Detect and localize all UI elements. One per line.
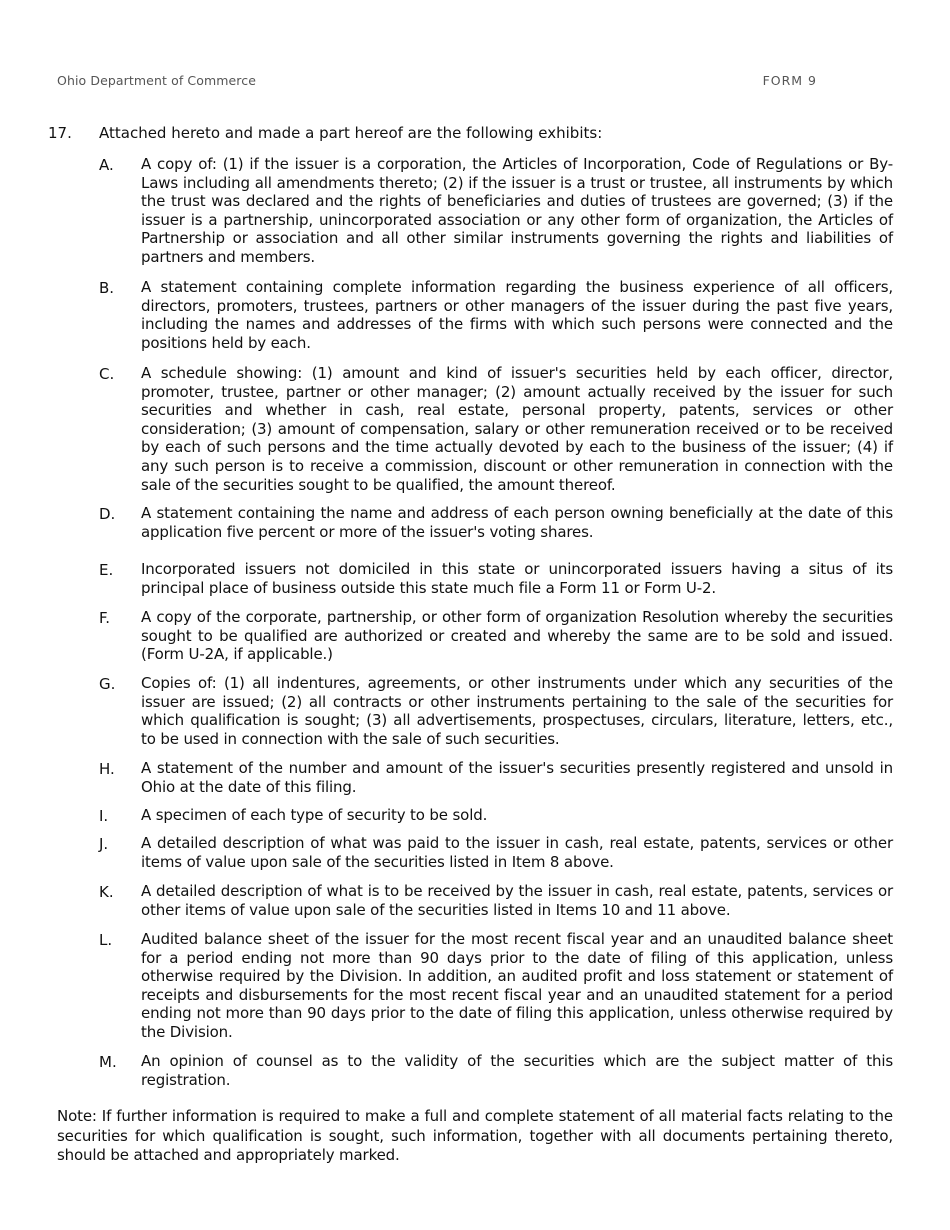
exhibit-j xyxy=(99,834,893,871)
exhibit-letter: G. xyxy=(99,675,116,693)
exhibit-text: A statement of the number and amount of the issuer's securities presently registered and unsold in Ohio at the date of this filing. xyxy=(141,759,893,796)
exhibit-letter: K. xyxy=(99,883,114,901)
exhibit-text: A copy of: (1) if the issuer is a corporation, the Articles of Incorporation, Code of Regulations or By-Laws including all amendments thereto; (2) if the issuer is a trust or trustee, all instruments by which the trust was declared and the rights of beneficiaries and duties of trustees are governed; (3) if the issuer is a partnership, unincorporated association or any other form of organization, the Articles of Partnership or association and all other similar instruments governing the rights and liabilities of partners and members. xyxy=(141,155,893,266)
exhibit-letter: L. xyxy=(99,931,113,949)
exhibit-letter: H. xyxy=(99,760,115,778)
exhibit-letter: M. xyxy=(99,1053,117,1071)
exhibit-text: A detailed description of what is to be received by the issuer in cash, real estate, patents, services or other items of value upon sale of the securities listed in Items 10 and 11 above. xyxy=(141,882,893,919)
exhibit-i xyxy=(99,806,893,825)
section-intro: Attached hereto and made a part hereof are the following exhibits: xyxy=(99,124,603,142)
exhibit-text: A detailed description of what was paid to the issuer in cash, real estate, patents, services or other items of value upon sale of the securities listed in Item 8 above. xyxy=(141,834,893,871)
exhibit-letter: A. xyxy=(99,156,114,174)
section-number: 17. xyxy=(48,124,72,142)
page-header xyxy=(57,73,817,91)
exhibit-l xyxy=(99,930,893,1042)
exhibit-text: Audited balance sheet of the issuer for the most recent fiscal year and an unaudited balance sheet for a period ending not more than 90 days prior to the date of filing of this application, unless otherwise required by the Division. In addition, an audited profit and loss statement or statement of receipts and disbursements for the most recent fiscal year and an unaudited statement for a period ending not more than 90 days prior to the date of filing this application, unless otherwise required by the Division. xyxy=(141,930,893,1041)
exhibit-letter: J. xyxy=(99,835,109,853)
exhibit-text: A copy of the corporate, partnership, or other form of organization Resolution whereby the securities sought to be qualified are authorized or created and whereby the same are to be sold and issued. (Form U-2A, if applicable.) xyxy=(141,608,893,664)
note-paragraph: Note: If further information is required to make a full and complete statement of all material facts relating to the securities for which qualification is sought, such information, together with all documents pertaining thereto, should be attached and appropriately marked. xyxy=(57,1107,893,1164)
exhibit-g xyxy=(99,674,893,748)
exhibit-h xyxy=(99,759,893,796)
exhibit-text: A statement containing the name and address of each person owning beneficially at the date of this application five percent or more of the issuer's voting shares. xyxy=(141,504,893,541)
department-name: Ohio Department of Commerce xyxy=(57,73,257,88)
exhibit-letter: I. xyxy=(99,807,109,825)
exhibit-letter: B. xyxy=(99,279,115,297)
exhibit-text: Copies of: (1) all indentures, agreements, or other instruments under which any securities of the issuer are issued; (2) all contracts or other instruments pertaining to the sale of the securities for which qualification is sought; (3) all advertisements, prospectuses, circulars, literature, letters, etc., to be used in connection with the sale of such securities. xyxy=(141,674,893,748)
exhibit-text: A schedule showing: (1) amount and kind of issuer's securities held by each officer, director, promoter, trustee, partner or other manager; (2) amount actually received by the issuer for such securities and whether in cash, real estate, personal property, patents, services or other consideration; (3) amount of compensation, salary or other remuneration received or to be received by each of such persons and the time actually devoted by each to the business of the issuer; (4) if any such person is to receive a commission, discount or other remuneration in connection with the sale of the securities sought to be qualified, the amount thereof. xyxy=(141,364,893,494)
exhibit-text: A specimen of each type of security to be sold. xyxy=(141,806,488,824)
exhibit-letter: E. xyxy=(99,561,114,579)
exhibit-c xyxy=(99,364,893,494)
exhibit-k xyxy=(99,882,893,919)
exhibit-letter: F. xyxy=(99,609,110,627)
exhibit-letter: C. xyxy=(99,365,115,383)
exhibit-f xyxy=(99,608,893,664)
exhibit-text: Incorporated issuers not domiciled in this state or unincorporated issuers having a situs of its principal place of business outside this state much file a Form 11 or Form U-2. xyxy=(141,560,893,597)
exhibit-e xyxy=(99,560,893,597)
exhibit-a xyxy=(99,155,893,267)
form-number: FORM 9 xyxy=(762,73,817,88)
exhibit-b xyxy=(99,278,893,352)
exhibit-text: An opinion of counsel as to the validity of the securities which are the subject matter of this registration. xyxy=(141,1052,893,1089)
exhibit-text: A statement containing complete information regarding the business experience of all officers, directors, promoters, trustees, partners or other managers of the issuer during the past five years, including the names and addresses of the firms with which such persons were connected and the positions held by each. xyxy=(141,278,893,352)
exhibit-d xyxy=(99,504,893,541)
exhibit-letter: D. xyxy=(99,505,116,523)
exhibit-m xyxy=(99,1052,893,1089)
